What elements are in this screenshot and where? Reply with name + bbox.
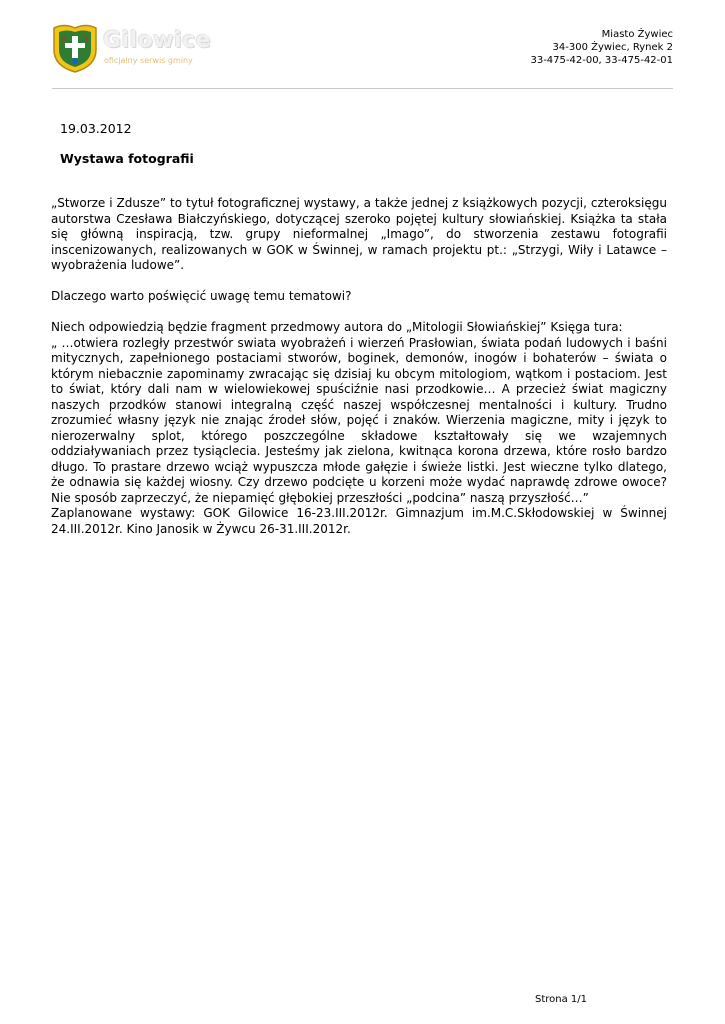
article-paragraph: Zaplanowane wystawy: GOK Gilowice 16-23.III.2012r. Gimnazjum im.M.C.Skłodowskiej w Świnnej 24.III.2012r. Kino Janosik w Żywcu 26-31.III.2012r.: [51, 506, 667, 536]
article-paragraph: „Stworze i Zdusze” to tytuł fotograficznej wystawy, a także jednej z książkowych pozycji, czteroksięgu autorstwa Czesława Białczyńskiego, dotyczącej szeroko pojętej kultury słowiańskiej. Książka ta stała się główną inspiracją, tzw. grupy nieformalnej „Imago”, do stworzenia zestawu fotografii inscenizowanych, realizowanych w GOK w Świnnej, w ramach projektu pt.: „Strzygi, Wiły i Latawce – wyobrażenia ludowe”.: [51, 196, 667, 272]
page-number: Strona 1/1: [534, 994, 587, 1005]
article-title: Wystawa fotografii: [60, 151, 194, 166]
article-paragraph: Niech odpowiedzią będzie fragment przedmowy autora do „Mitologii Słowiańskiej” Księga tura:: [51, 320, 623, 334]
page-header: [0, 0, 725, 92]
site-logo[interactable]: [50, 22, 212, 76]
article-paragraph: Dlaczego warto poświęcić uwagę temu tematowi?: [51, 289, 352, 303]
header-divider: [52, 88, 673, 89]
brand-name: Gilowice: [103, 28, 212, 53]
article-quote: „ …otwiera rozległy przestwór swiata wyobrażeń i wierzeń Prasłowian, świata podań ludowych i baśni mitycznych, zapełnionego postaciami stworów, boginek, demonów, inogów i bohaterów – świata o którym niebacznie zapominamy zwracając się dzisiaj ku obcym mitologiom, wątkom i postaciom. Jest to świat, który dali nam w wielowiekowej spuściźnie nasi przodkowie… A przecież świat magiczny naszych przodków stanowi integralną część naszej współczesnej mentalności i kultury. Trudno zrozumieć własny język nie znając źrodeł słów, pojęć i znaków. Wierzenia magiczne, mity i język to nierozerwalny splot, którego poszczególne składowe kształtowały się we wzajemnych oddziaływaniach przez tysiąclecia. Jesteśmy jak zielona, kwitnąca korona drzewa, które rosło bardzo długo. To prastare drzewo wciąż wypuszcza młode gałęzie i świeże listki. Jest wieczne tylko dlatego, że odnawia się każdej wiosny. Czy drzewo podcięte u korzeni może wydać naprawdę zdrowe owoce? Nie sposób zaprzeczyć, że niepamięć głębokiej przeszłości „podcina” naszą przyszłość…”: [51, 335, 667, 505]
brand-tagline: oficjalny serwis gminy: [104, 56, 193, 65]
article-date: 19.03.2012: [60, 121, 132, 136]
address-street: 34-300 Żywiec, Rynek 2: [552, 42, 673, 53]
address-phones: 33-475-42-00, 33-475-42-01: [530, 55, 673, 66]
coat-of-arms-icon: [50, 22, 100, 74]
article-body: [51, 196, 667, 537]
address-block: [530, 28, 673, 67]
address-city: Miasto Żywiec: [601, 29, 673, 40]
